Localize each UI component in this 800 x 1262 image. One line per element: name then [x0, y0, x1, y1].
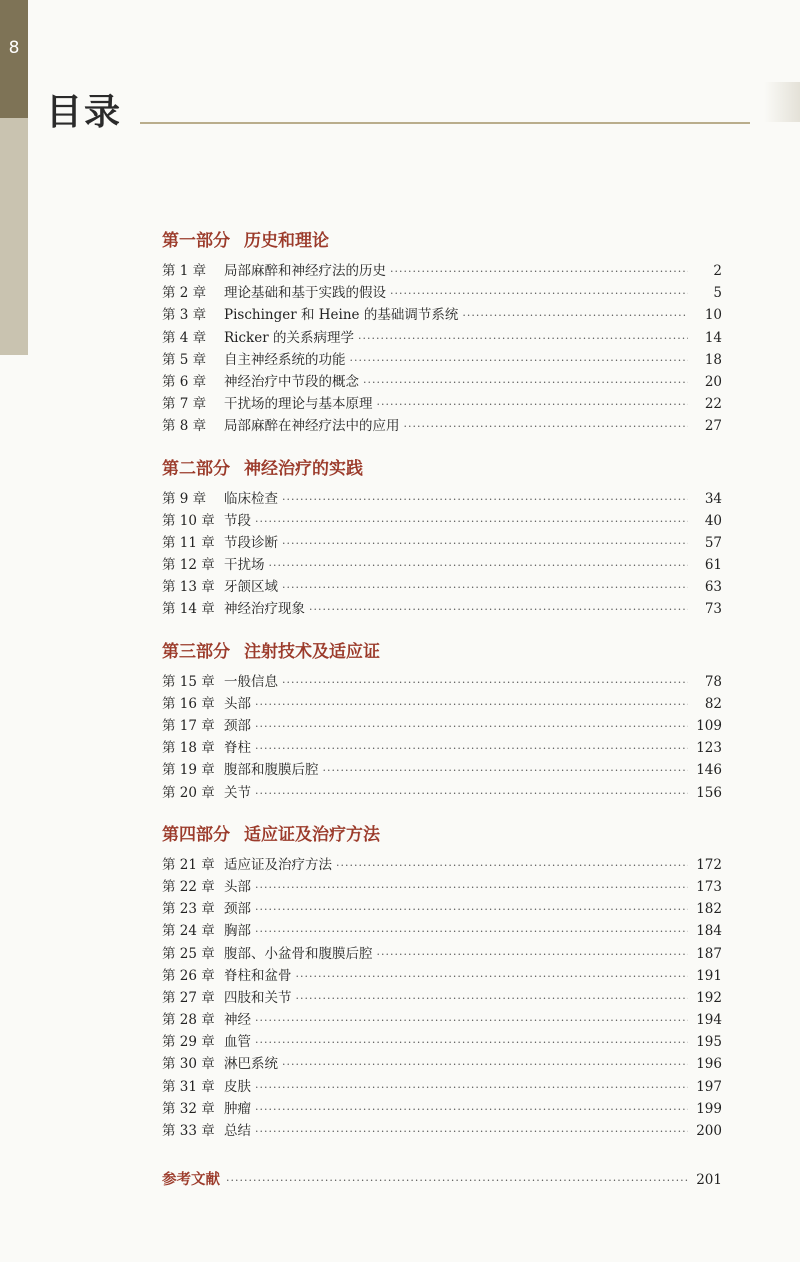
dot-leader [255, 1010, 688, 1032]
toc-entry[interactable] [162, 304, 722, 326]
part-number: 第二部分 [162, 458, 230, 479]
dot-leader [255, 511, 688, 533]
chapter-number: 第 29 章 [162, 1034, 215, 1051]
dot-leader [390, 283, 688, 305]
chapter-number: 第 30 章 [162, 1056, 215, 1073]
chapter-title: 血管 [224, 1034, 251, 1051]
page-ref: 197 [696, 1078, 722, 1095]
page-ref: 109 [696, 718, 722, 734]
dot-leader [282, 1054, 688, 1076]
dot-leader [255, 1077, 688, 1099]
chapter-number: 第 10 章 [162, 512, 215, 529]
dot-leader [282, 672, 688, 694]
toc-entry[interactable] [162, 759, 722, 781]
page-ref: 61 [704, 557, 722, 574]
chapter-number: 第 12 章 [162, 557, 215, 574]
dot-leader [282, 533, 688, 555]
toc-entry[interactable] [162, 1031, 722, 1053]
chapter-number: 第 1 章 [162, 263, 207, 279]
toc-entry[interactable] [162, 737, 722, 759]
chapter-title: 神经治疗现象 [224, 601, 305, 618]
page-ref: 22 [704, 396, 722, 413]
dot-leader [255, 921, 688, 943]
page-ref: 182 [696, 901, 722, 918]
dot-leader [282, 577, 688, 599]
chapter-title: 适应证及治疗方法 [224, 856, 332, 873]
chapter-number: 第 16 章 [162, 695, 215, 712]
chapter-number: 第 31 章 [162, 1078, 215, 1095]
toc-entry[interactable] [162, 1053, 722, 1075]
toc-entry[interactable] [162, 854, 722, 876]
part-title: 适应证及治疗方法 [244, 824, 380, 845]
dot-leader [336, 855, 688, 877]
chapter-title: 理论基础和基于实践的假设 [224, 285, 386, 302]
toc-entry[interactable] [162, 876, 722, 898]
dot-leader [255, 783, 688, 805]
page-ref: 192 [696, 989, 722, 1006]
toc-entry[interactable] [162, 671, 722, 693]
chapter-title: 干扰场 [224, 557, 265, 574]
chapter-number: 第 33 章 [162, 1123, 215, 1139]
toc-entry[interactable] [162, 1076, 722, 1098]
toc-entry[interactable] [162, 260, 722, 282]
dot-leader [377, 944, 689, 966]
facing-page-edge [764, 82, 800, 122]
toc-entry[interactable] [162, 510, 722, 532]
dot-leader [390, 261, 688, 283]
toc-entry[interactable] [162, 554, 722, 576]
references-entry[interactable] [162, 1168, 722, 1192]
page-ref: 156 [696, 784, 722, 801]
chapter-number: 第 8 章 [162, 418, 207, 435]
part-heading [162, 450, 722, 488]
chapter-number: 第 22 章 [162, 878, 215, 895]
chapter-title: 头部 [224, 695, 251, 712]
toc-entry[interactable] [162, 327, 722, 349]
chapter-number: 第 23 章 [162, 901, 215, 918]
chapter-title: 局部麻醉在神经疗法中的应用 [224, 418, 400, 435]
toc-entry[interactable] [162, 1120, 722, 1142]
page-ref: 5 [713, 285, 722, 302]
page-ref: 20 [704, 373, 722, 390]
dot-leader [269, 555, 689, 577]
chapter-number: 第 6 章 [162, 373, 207, 390]
toc-entry[interactable] [162, 371, 722, 393]
chapter-number: 第 24 章 [162, 923, 215, 940]
chapter-number: 第 9 章 [162, 490, 207, 507]
chapter-number: 第 25 章 [162, 945, 215, 962]
page-ref: 184 [696, 923, 722, 940]
page-ref: 123 [696, 740, 722, 757]
page-ref: 199 [696, 1100, 722, 1117]
chapter-number: 第 17 章 [162, 718, 215, 734]
toc-entry[interactable] [162, 920, 722, 942]
part-heading [162, 222, 722, 260]
chapter-title: Ricker 的关系病理学 [224, 329, 354, 346]
chapter-number: 第 4 章 [162, 329, 207, 346]
chapter-number: 第 18 章 [162, 740, 215, 757]
chapter-title: 神经 [224, 1012, 251, 1029]
toc-entry[interactable] [162, 693, 722, 715]
part-title: 注射技术及适应证 [244, 641, 380, 662]
page-ref: 18 [704, 351, 722, 368]
toc-entry[interactable] [162, 393, 722, 415]
dot-leader [255, 1099, 688, 1121]
chapter-number: 第 20 章 [162, 784, 215, 801]
page-ref: 73 [704, 601, 722, 618]
page-ref: 172 [696, 856, 722, 873]
chapter-number: 第 13 章 [162, 579, 215, 596]
dot-leader [255, 716, 688, 738]
toc-entry[interactable] [162, 488, 722, 510]
chapter-title: 总结 [224, 1123, 251, 1139]
table-of-contents [162, 222, 722, 1192]
part-number: 第三部分 [162, 641, 230, 662]
toc-entry[interactable] [162, 598, 722, 620]
page-ref: 63 [704, 579, 722, 596]
dot-leader [363, 372, 688, 394]
references-label: 参考文献 [162, 1172, 220, 1189]
chapter-title: 自主神经系统的功能 [224, 351, 346, 368]
toc-entry[interactable] [162, 576, 722, 598]
dot-leader [255, 1032, 688, 1054]
page-ref: 196 [696, 1056, 722, 1073]
chapter-number: 第 14 章 [162, 601, 215, 618]
page-ref: 27 [704, 418, 722, 435]
part-title: 神经治疗的实践 [244, 458, 363, 479]
toc-entry[interactable] [162, 1098, 722, 1120]
page-ref: 187 [696, 945, 722, 962]
page-title: 目录 [46, 92, 123, 133]
chapter-title: 四肢和关节 [224, 989, 292, 1006]
chapter-title: 神经治疗中节段的概念 [224, 373, 359, 390]
page-ref: 14 [704, 329, 722, 346]
toc-entry[interactable] [162, 943, 722, 965]
chapter-title: 脊柱 [224, 740, 251, 757]
page-ref: 78 [704, 673, 722, 690]
dot-leader [255, 899, 688, 921]
chapter-number: 第 21 章 [162, 856, 215, 873]
dot-leader [296, 988, 689, 1010]
page-ref: 173 [696, 878, 722, 895]
dot-leader [255, 694, 688, 716]
chapter-number: 第 26 章 [162, 967, 215, 984]
dot-leader [255, 877, 688, 899]
page-ref: 191 [696, 967, 722, 984]
title-rule [140, 122, 750, 124]
part-number: 第四部分 [162, 824, 230, 845]
chapter-number: 第 2 章 [162, 285, 207, 302]
chapter-number: 第 11 章 [162, 534, 215, 551]
chapter-title: 脊柱和盆骨 [224, 967, 292, 984]
chapter-title: 腹部和腹膜后腔 [224, 762, 319, 779]
dot-leader [350, 350, 689, 372]
toc-entry[interactable] [162, 415, 722, 437]
page-number: 8 [8, 38, 20, 58]
chapter-title: 干扰场的理论与基本原理 [224, 396, 373, 413]
chapter-number: 第 15 章 [162, 673, 215, 690]
chapter-title: 临床检查 [224, 490, 278, 507]
dot-leader [323, 760, 689, 782]
dot-leader [358, 328, 688, 350]
chapter-number: 第 27 章 [162, 989, 215, 1006]
chapter-title: 皮肤 [224, 1078, 251, 1095]
chapter-title: 肿瘤 [224, 1100, 251, 1117]
chapter-title: 淋巴系统 [224, 1056, 278, 1073]
chapter-title: 牙颌区域 [224, 579, 278, 596]
toc-entry[interactable] [162, 898, 722, 920]
toc-entry[interactable] [162, 715, 722, 737]
toc-entry[interactable] [162, 282, 722, 304]
chapter-title: 关节 [224, 784, 251, 801]
page-ref: 57 [704, 534, 722, 551]
page-ref: 146 [696, 762, 722, 779]
toc-entry[interactable] [162, 349, 722, 371]
dot-leader [309, 599, 688, 621]
page-ref: 34 [704, 490, 722, 507]
chapter-title: 颈部 [224, 718, 251, 734]
page-ref: 10 [704, 307, 722, 324]
toc-entry[interactable] [162, 987, 722, 1009]
chapter-title: 局部麻醉和神经疗法的历史 [224, 263, 386, 279]
dot-leader [404, 416, 689, 438]
part-heading [162, 816, 722, 854]
dot-leader [255, 1121, 688, 1143]
chapter-number: 第 3 章 [162, 307, 207, 324]
page-ref: 40 [704, 512, 722, 529]
chapter-title: Pischinger 和 Heine 的基础调节系统 [224, 307, 459, 324]
page-ref: 200 [696, 1123, 722, 1139]
dot-leader [462, 305, 688, 327]
chapter-number: 第 5 章 [162, 351, 207, 368]
page-ref: 201 [696, 1172, 722, 1189]
dot-leader [296, 966, 689, 988]
page-ref: 194 [696, 1012, 722, 1029]
dot-leader [282, 489, 688, 511]
part-title: 历史和理论 [244, 231, 329, 251]
toc-entry[interactable] [162, 782, 722, 804]
chapter-title: 头部 [224, 878, 251, 895]
dot-leader [255, 738, 688, 760]
page-ref: 2 [713, 263, 722, 279]
chapter-title: 腹部、小盆骨和腹膜后腔 [224, 945, 373, 962]
part-heading [162, 633, 722, 671]
page-tab [0, 0, 28, 118]
toc-entry[interactable] [162, 965, 722, 987]
chapter-number: 第 32 章 [162, 1100, 215, 1117]
chapter-title: 节段 [224, 512, 251, 529]
chapter-number: 第 19 章 [162, 762, 215, 779]
toc-entry[interactable] [162, 532, 722, 554]
chapter-number: 第 28 章 [162, 1012, 215, 1029]
chapter-title: 一般信息 [224, 673, 278, 690]
page-ref: 82 [704, 695, 722, 712]
dot-leader [377, 394, 689, 416]
dot-leader [226, 1169, 688, 1193]
chapter-title: 颈部 [224, 901, 251, 918]
toc-entry[interactable] [162, 1009, 722, 1031]
chapter-title: 胸部 [224, 923, 251, 940]
page-ref: 195 [696, 1034, 722, 1051]
chapter-number: 第 7 章 [162, 396, 207, 413]
chapter-title: 节段诊断 [224, 534, 278, 551]
part-number: 第一部分 [162, 231, 230, 251]
